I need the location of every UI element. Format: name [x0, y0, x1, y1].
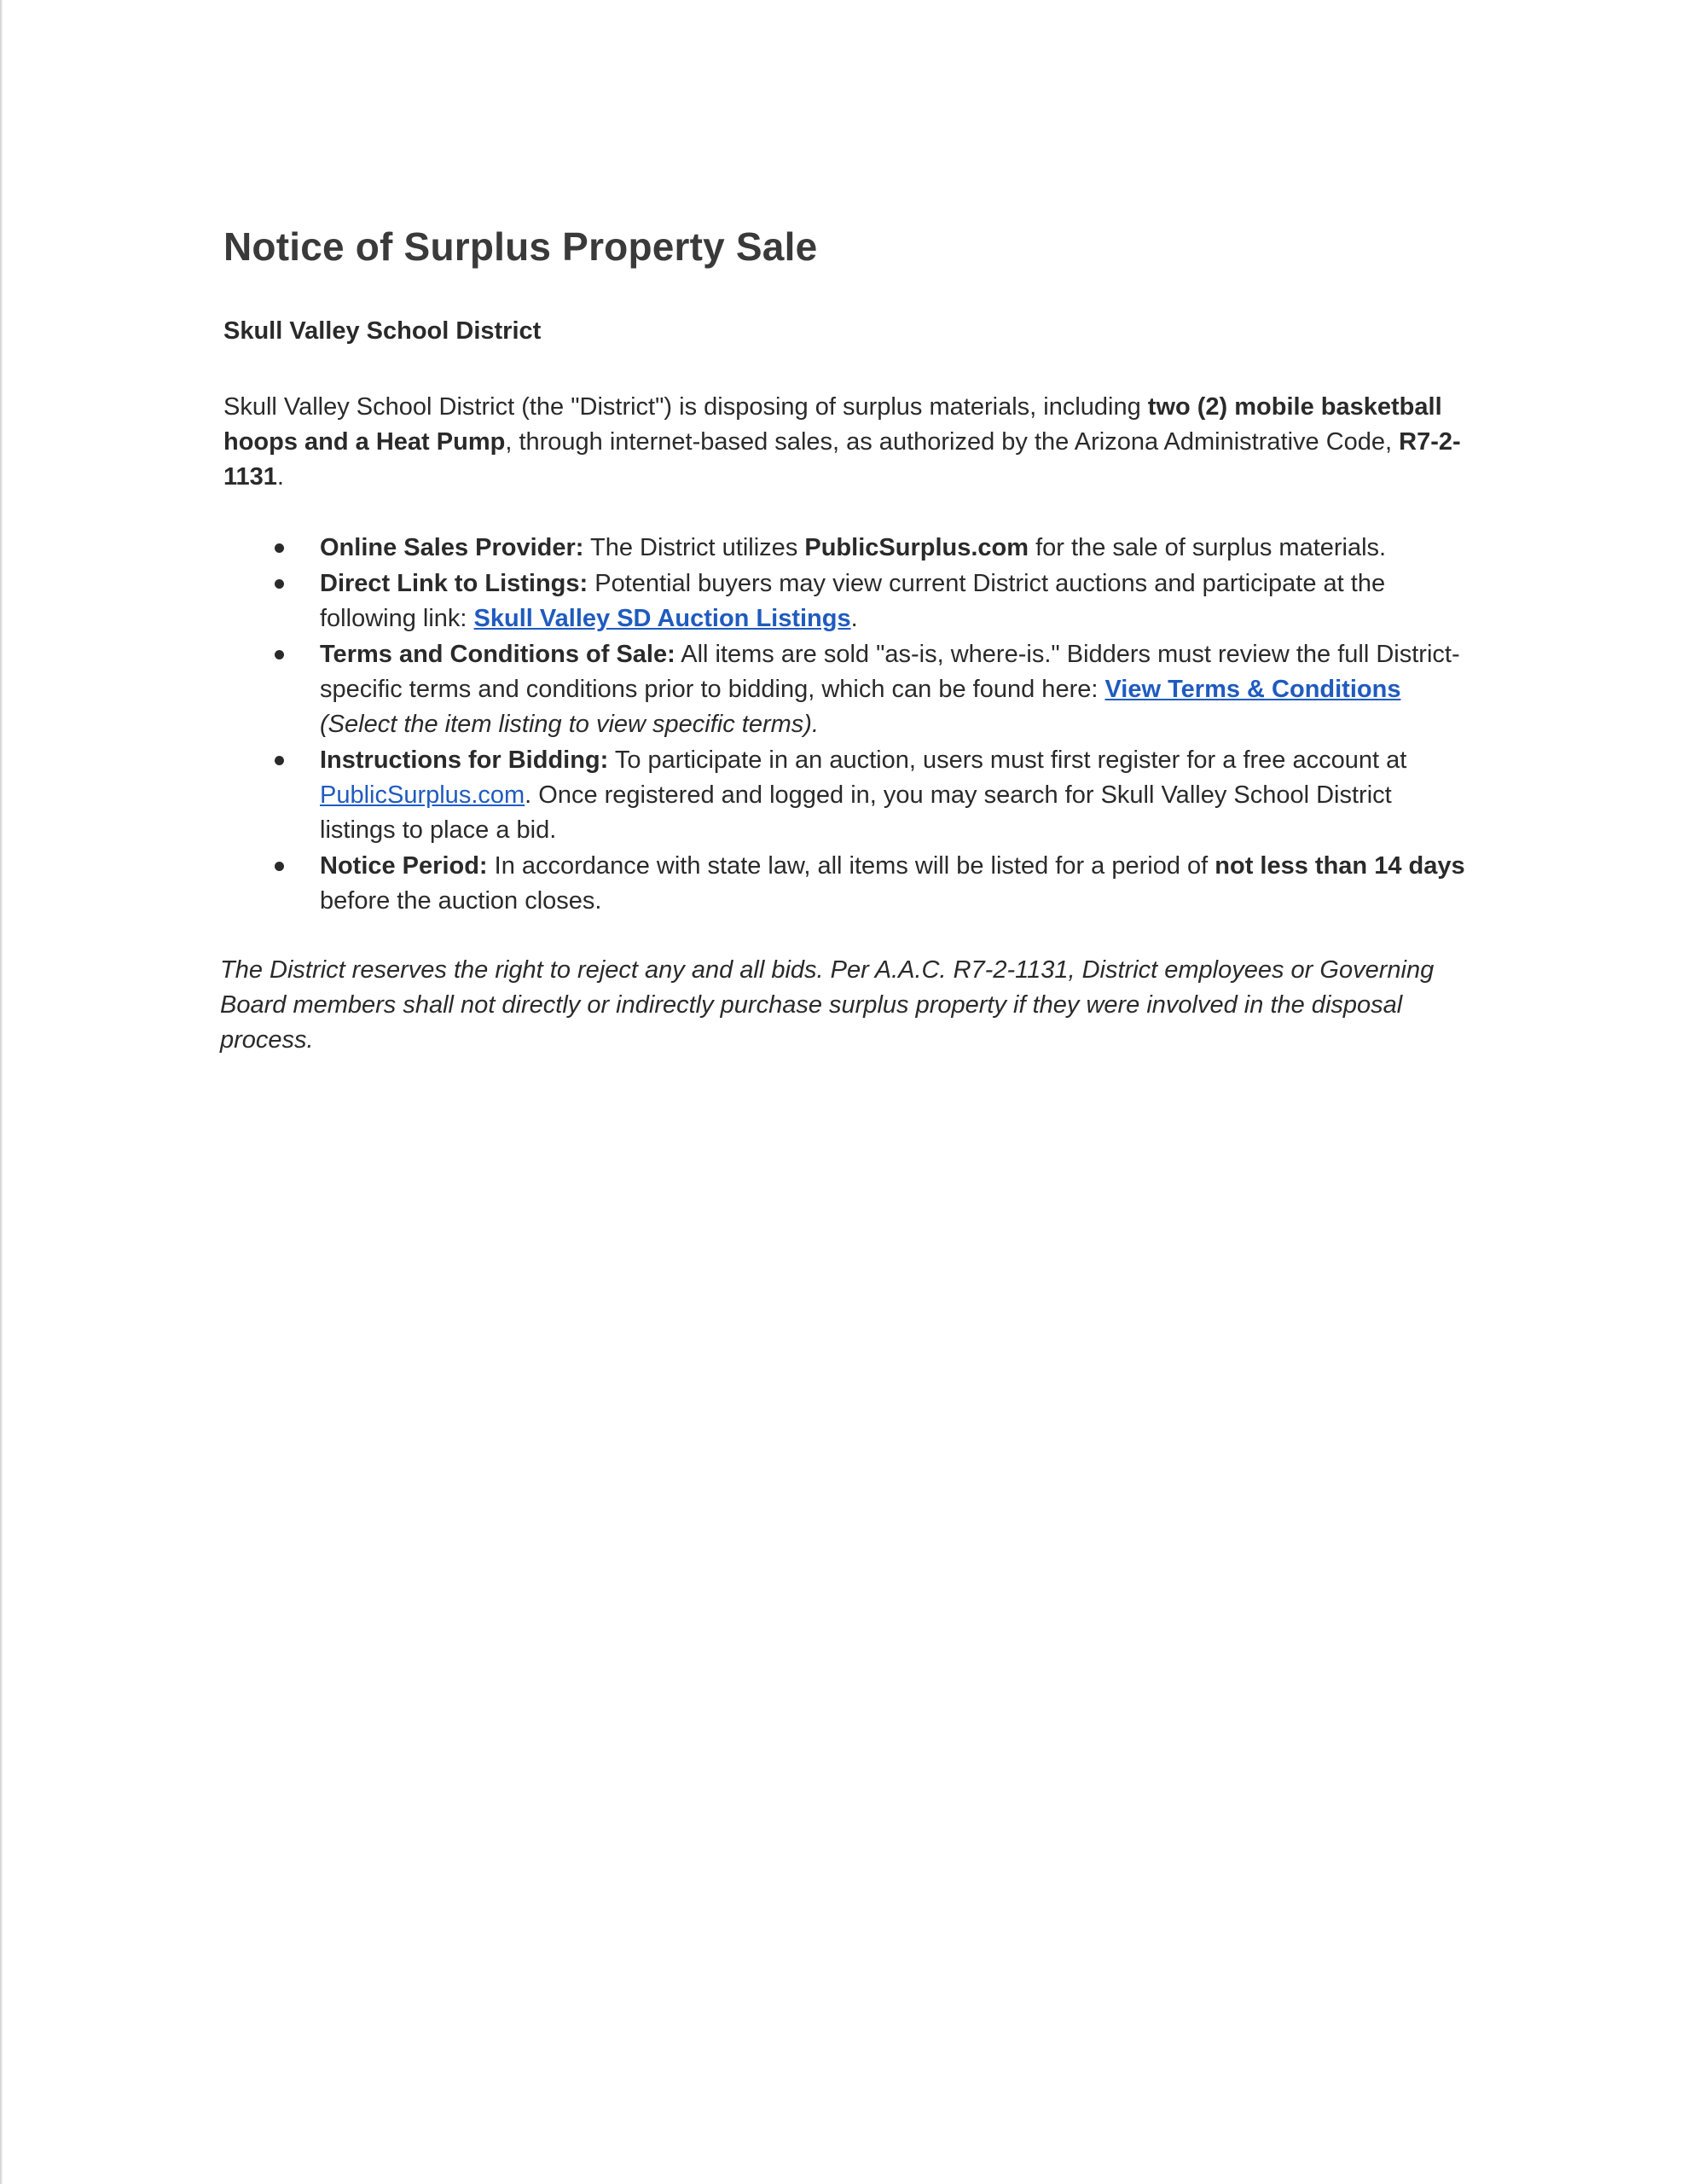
list-item-online-provider — [223, 531, 1469, 566]
intro-text-3: . — [276, 463, 284, 491]
item-text-2: . Once registered and logged in, you may search for Skull Valley School District listings to place a bid. — [320, 781, 1392, 844]
notice-document — [220, 224, 1469, 1058]
item-label: Notice Period: — [320, 852, 488, 880]
bullet-icon — [275, 862, 284, 871]
publicsurplus-link[interactable]: PublicSurplus.com — [320, 781, 525, 809]
item-text-2: . — [850, 605, 858, 632]
item-text: The District utilizes — [583, 534, 805, 561]
item-text: In accordance with state law, all items will be listed for a period of — [487, 852, 1215, 880]
item-text: Potential buyers may view current District auctions and participate at the following link: — [320, 570, 1386, 632]
disclaimer-paragraph: The District reserves the right to reject any and all bids. Per A.A.C. R7-2-1131, District employees or Governing Board members shall not directly or indirectly purchase surplus property if they were involved in the disposal process. — [220, 956, 1435, 1054]
item-bold: not less than 14 days — [1215, 852, 1465, 880]
terms-conditions-link[interactable]: View Terms & Conditions — [1104, 676, 1401, 703]
bullet-icon — [275, 543, 284, 553]
item-label: Terms and Conditions of Sale: — [320, 641, 675, 668]
intro-paragraph — [223, 390, 1469, 495]
list-item-notice-period — [223, 849, 1469, 919]
bullet-icon — [275, 756, 284, 765]
page-title: Notice of Surplus Property Sale — [223, 224, 818, 269]
list-item-terms — [223, 637, 1469, 742]
item-label: Direct Link to Listings: — [320, 570, 588, 597]
intro-text: Skull Valley School District (the "District") is disposing of surplus materials, including — [223, 393, 1148, 421]
intro-code-bold: R7-2-1131 — [223, 428, 1461, 491]
scan-edge — [0, 0, 3, 2184]
item-italic-note: (Select the item listing to view specific terms). — [320, 711, 820, 738]
list-item-bidding-instructions — [223, 743, 1469, 848]
item-text-2: for the sale of surplus materials. — [1029, 534, 1387, 561]
auction-listings-link[interactable]: Skull Valley SD Auction Listings — [473, 605, 851, 632]
intro-items-bold: two (2) mobile basketball hoops and a Heat Pump — [223, 393, 1442, 456]
bullet-icon — [275, 579, 284, 589]
item-label: Instructions for Bidding: — [320, 746, 609, 774]
item-bold: PublicSurplus.com — [804, 534, 1029, 561]
intro-text-2: , through internet-based sales, as authorized by the Arizona Administrative Code, — [505, 428, 1400, 456]
district-name: Skull Valley School District — [223, 317, 542, 345]
bullet-icon — [275, 650, 284, 659]
item-text: To participate in an auction, users must first register for a free account at — [608, 746, 1407, 774]
item-label: Online Sales Provider: — [320, 534, 584, 561]
list-item-direct-link — [223, 566, 1469, 636]
item-text-2: before the auction closes. — [320, 887, 602, 915]
item-text: All items are sold "as-is, where-is." Bidders must review the full District-specific terms and conditions prior to bidding, which can be found here: — [320, 641, 1460, 703]
sale-details-list — [223, 531, 1469, 919]
